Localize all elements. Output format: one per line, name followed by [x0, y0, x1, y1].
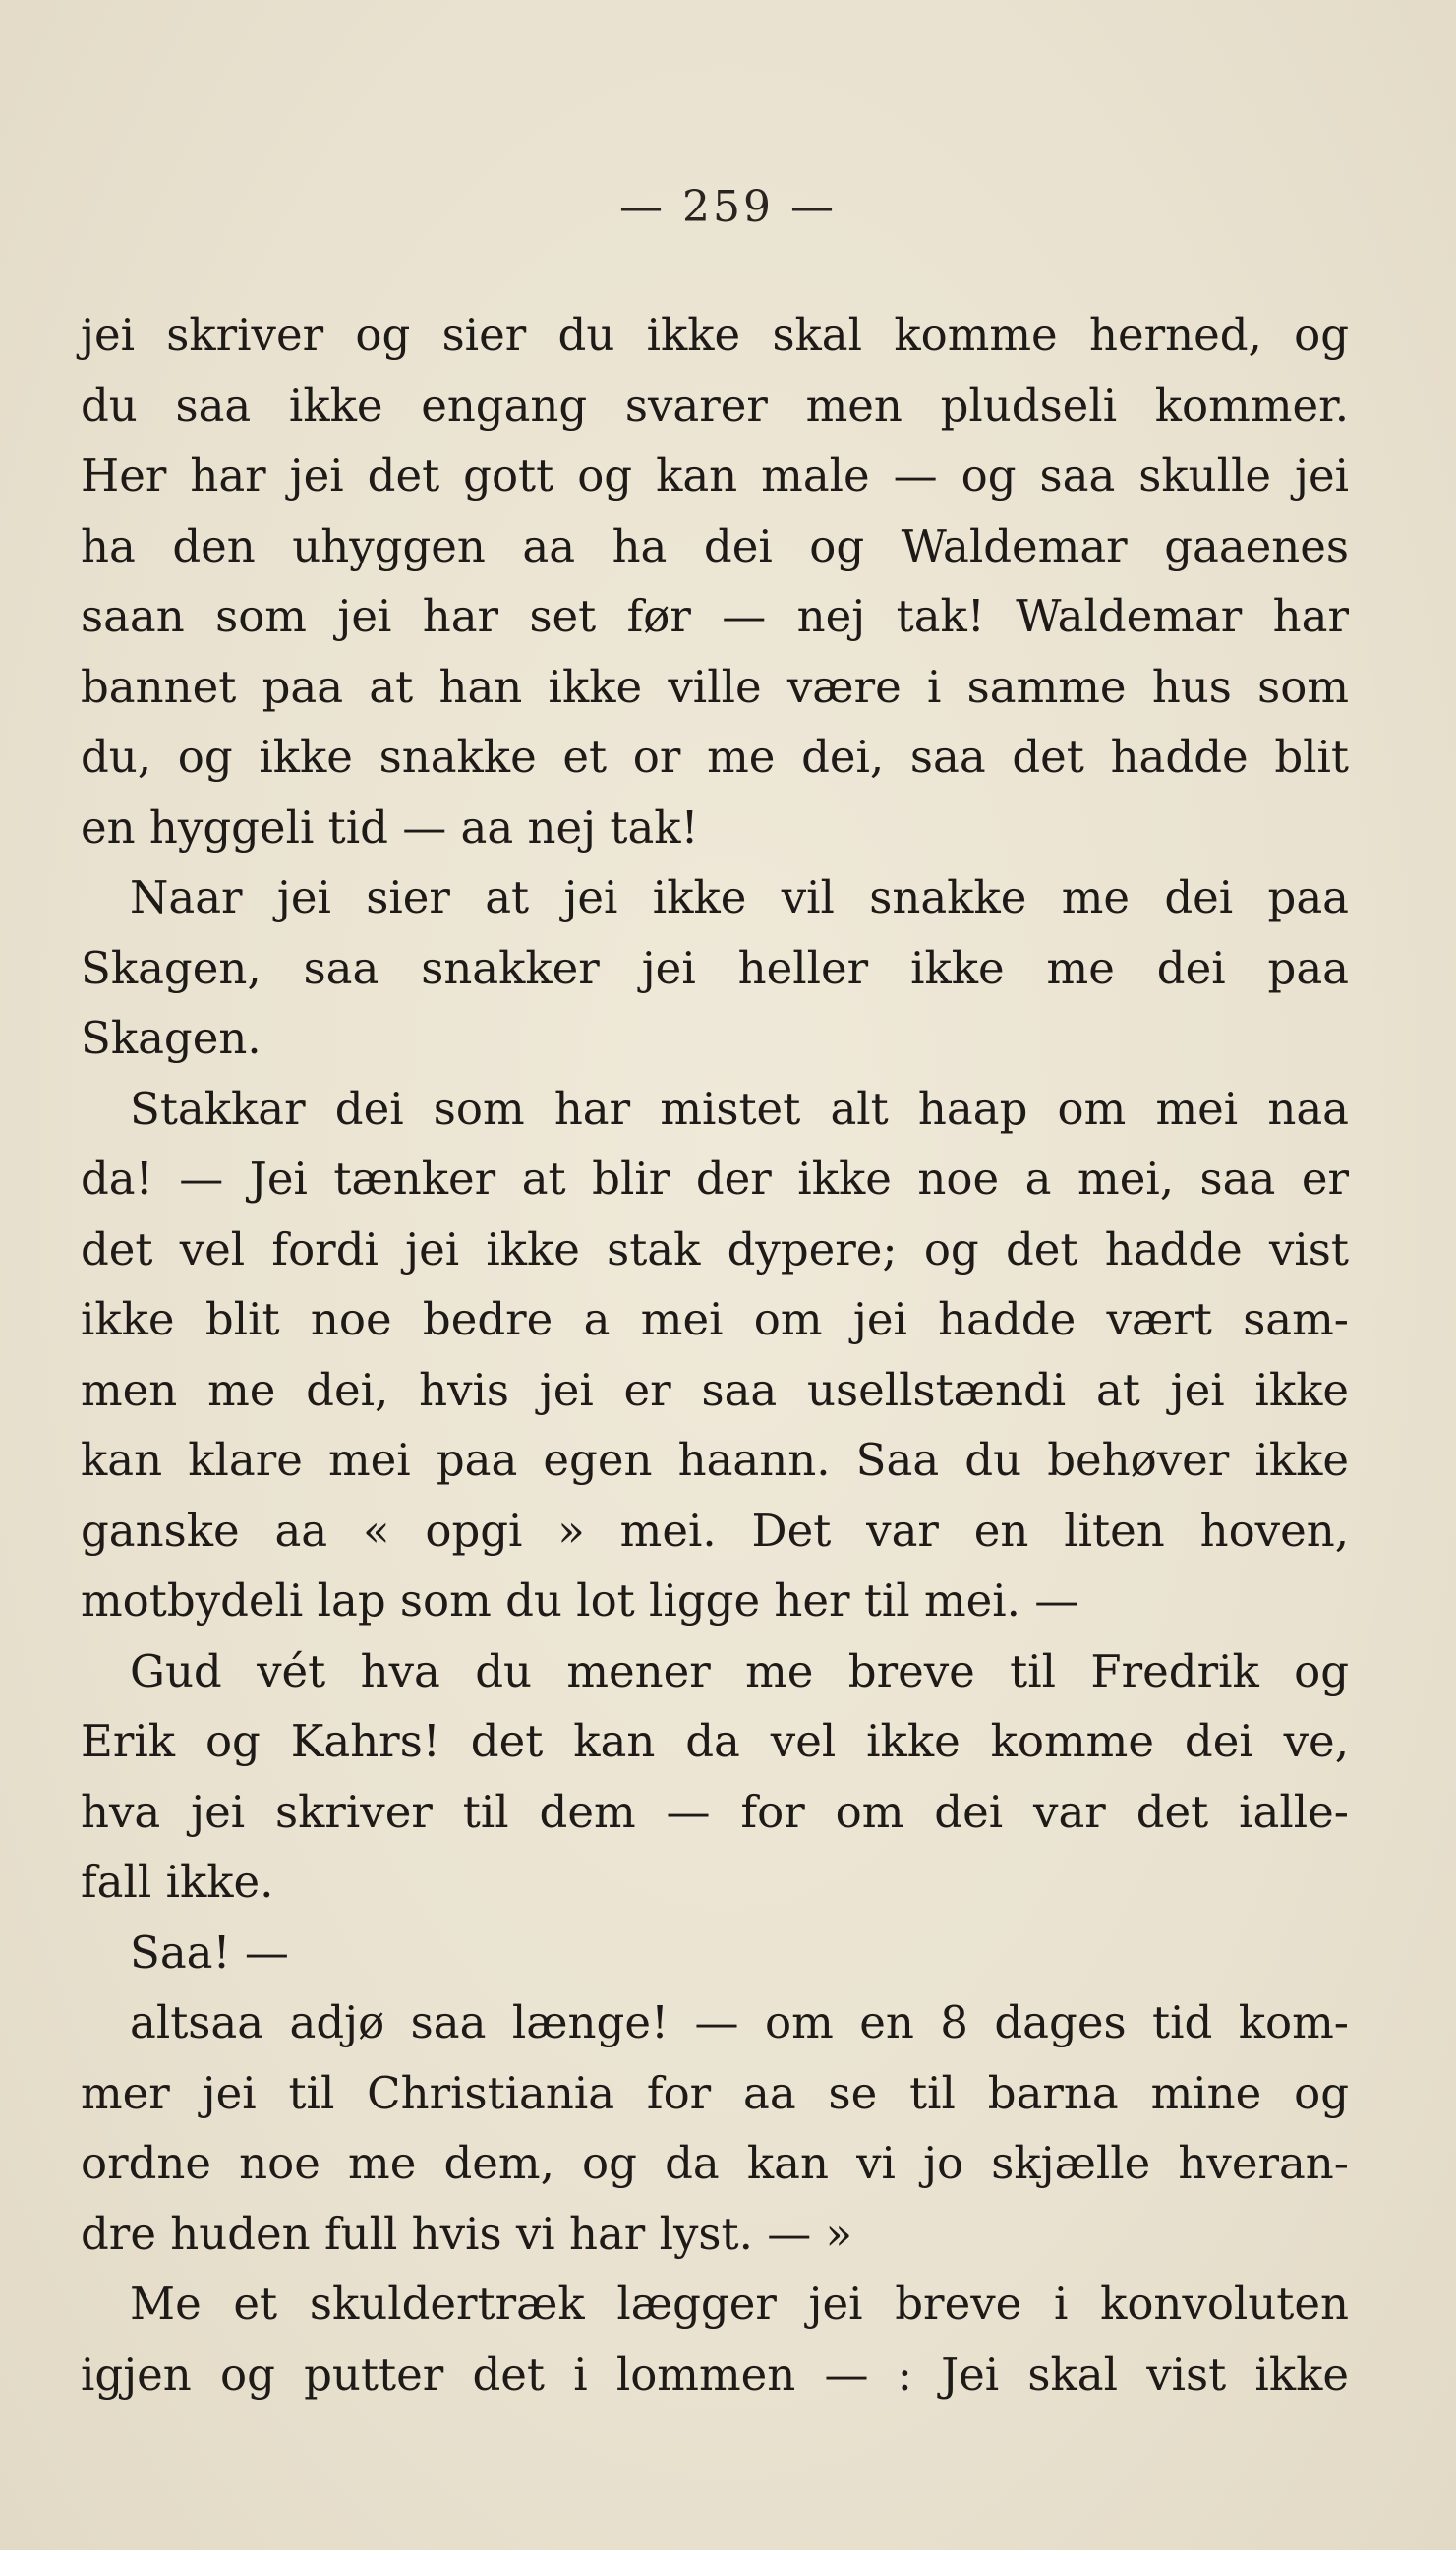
- text-line: men me dei, hvis jei er saa usellstændi at jei ikke: [81, 1363, 1349, 1416]
- body-text: [81, 300, 1349, 2409]
- text-line: Me et skuldertræk lægger jei breve i konvoluten: [130, 2278, 1349, 2330]
- text-line: jei skriver og sier du ikke skal komme herned, og: [81, 309, 1349, 361]
- text-line: Gud vét hva du mener me breve til Fredrik og: [130, 1644, 1349, 1697]
- text-line: bannet paa at han ikke ville være i samme hus som: [81, 660, 1349, 713]
- text-line: Her har jei det gott og kan male — og saa skulle jei: [81, 449, 1349, 502]
- text-line: fall ikke.: [81, 1856, 274, 1908]
- text-line: Stakkar dei som har mistet alt haap om mei naa: [130, 1082, 1349, 1135]
- text-line: Saa! —: [130, 1926, 289, 1979]
- text-line: Erik og Kahrs! det kan da vel ikke komme dei ve,: [81, 1715, 1349, 1767]
- text-line: saan som jei har set før — nej tak! Waldemar har: [81, 590, 1349, 642]
- text-line: det vel fordi jei ikke stak dypere; og det hadde vist: [81, 1222, 1349, 1275]
- text-line: du, og ikke snakke et or me dei, saa det hadde blit: [81, 731, 1349, 783]
- text-line: Naar jei sier at jei ikke vil snakke me dei paa: [130, 871, 1349, 923]
- text-line: da! — Jei tænker at blir der ikke noe a mei, saa er: [81, 1153, 1349, 1205]
- text-line: ikke blit noe bedre a mei om jei hadde vært sam-: [81, 1293, 1349, 1345]
- text-line: en hyggeli tid — aa nej tak!: [81, 801, 699, 854]
- text-line: igjen og putter det i lommen — : Jei skal vist ikke: [81, 2347, 1349, 2401]
- text-line: kan klare mei paa egen haann. Saa du behøver ikke: [81, 1434, 1349, 1486]
- text-line: hva jei skriver til dem — for om dei var det ialle-: [81, 1785, 1349, 1838]
- text-line: dre huden full hvis vi har lyst. — »: [81, 2207, 853, 2260]
- text-line: du saa ikke engang svarer men pludseli kommer.: [81, 379, 1349, 432]
- page-number: — 259 —: [619, 182, 837, 232]
- text-line: ha den uhyggen aa ha dei og Waldemar gaaenes: [81, 519, 1349, 572]
- text-line: ordne noe me dem, og da kan vi jo skjælle hveran-: [81, 2137, 1349, 2189]
- text-line: altsaa adjø saa længe! — om en 8 dages tid kom-: [130, 1996, 1349, 2048]
- text-line: ganske aa « opgi » mei. Det var en liten hoven,: [81, 1504, 1349, 1557]
- text-line: Skagen, saa snakker jei heller ikke me dei paa: [81, 941, 1349, 994]
- text-line: motbydeli lap som du lot ligge her til mei. —: [81, 1574, 1079, 1627]
- text-line: Skagen.: [81, 1012, 262, 1064]
- text-line: mer jei til Christiania for aa se til barna mine og: [81, 2066, 1349, 2119]
